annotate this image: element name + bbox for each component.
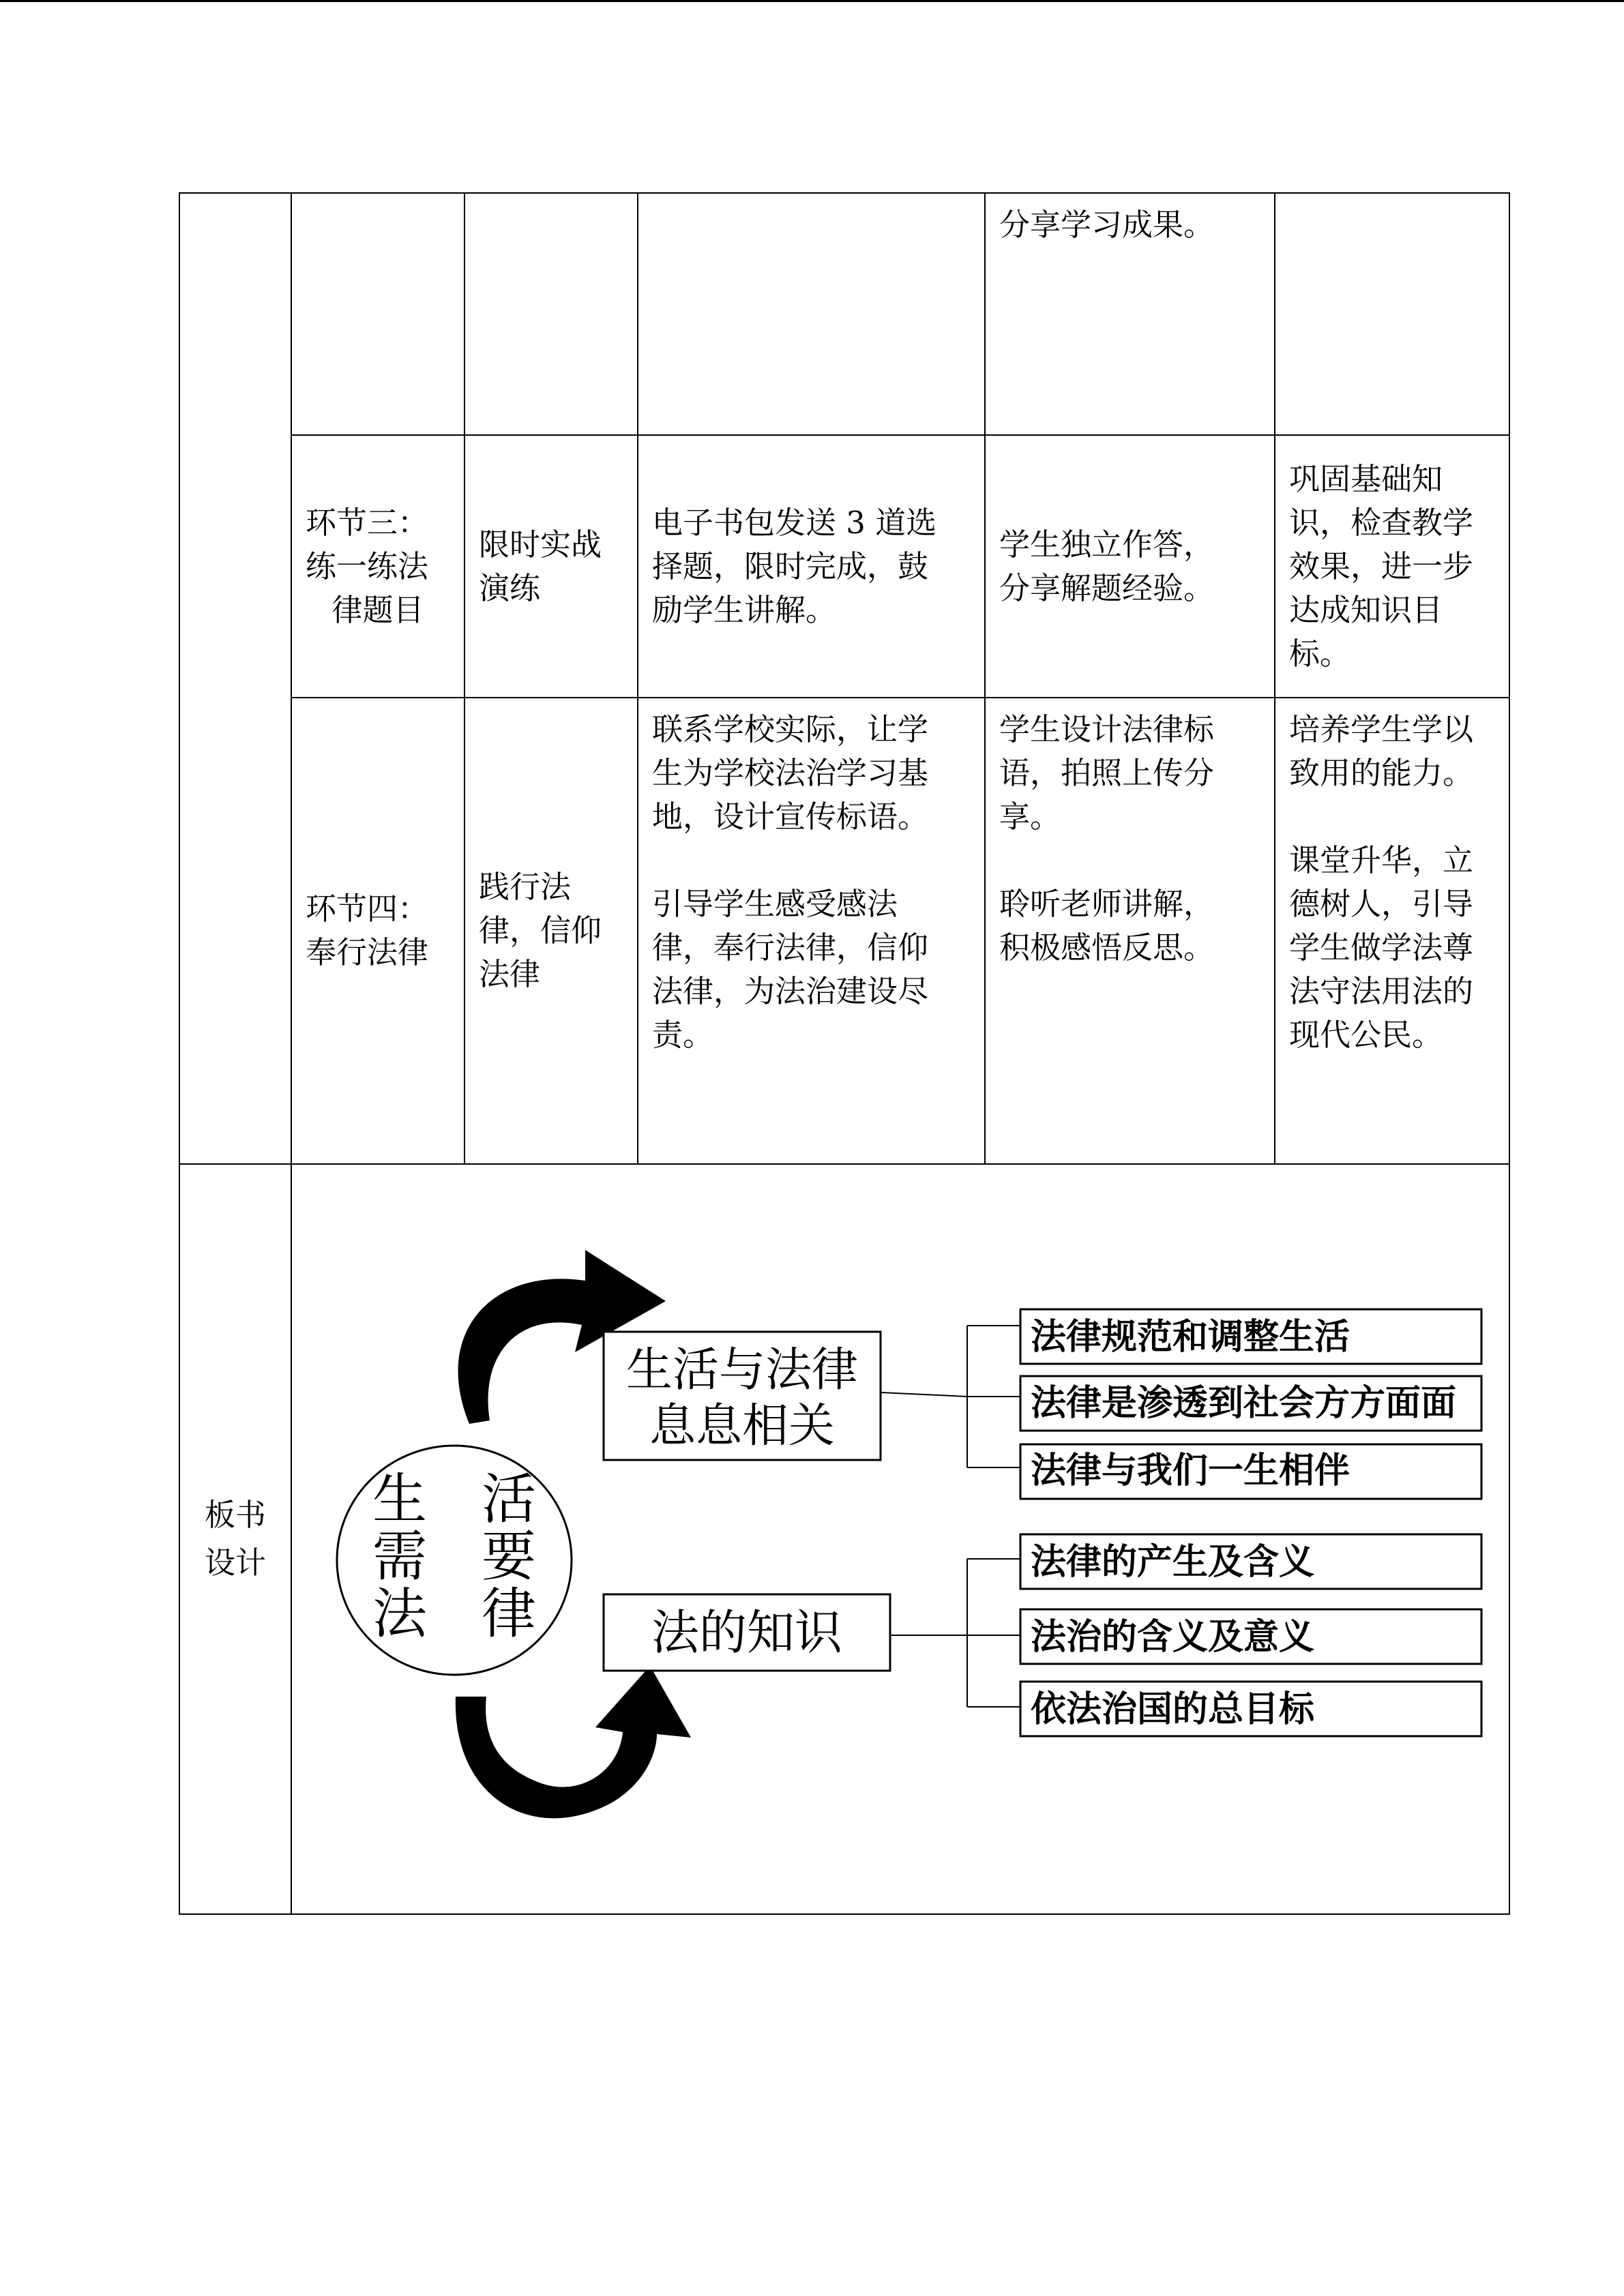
branch-1-item-3: 法律与我们一生相伴 bbox=[1031, 1450, 1350, 1491]
branch-2-item-1: 法律的产生及含义 bbox=[1031, 1542, 1315, 1583]
stage-cell bbox=[291, 698, 464, 1164]
student-cell-continued bbox=[985, 193, 1275, 435]
stage-3-text bbox=[292, 501, 464, 632]
board-diagram-svg bbox=[292, 1165, 1509, 1913]
student-4-p1-line-1: 学生设计法律标 bbox=[999, 711, 1215, 747]
student-4-p2-line-2: 积极感悟反思。 bbox=[999, 929, 1215, 966]
activity-3-text bbox=[465, 523, 637, 610]
teacher-4-p1-line-2: 生为学校法治学习基 bbox=[652, 755, 929, 791]
student-3-line-2: 分享解题经验。 bbox=[999, 569, 1215, 606]
intent-cell bbox=[1275, 698, 1509, 1164]
teacher-4-text bbox=[638, 708, 984, 1057]
branch-1-title-line-1: 生活与法律 bbox=[625, 1343, 859, 1397]
center-line-2: 需 要 bbox=[372, 1525, 536, 1588]
student-4-p1-line-3: 享。 bbox=[999, 799, 1061, 835]
activity-4-line-1: 践行法 bbox=[479, 869, 572, 905]
student-cell bbox=[985, 435, 1275, 698]
student-3-line-1: 学生独立作答， bbox=[999, 526, 1215, 563]
stage-4-line-2: 奉行法律 bbox=[306, 934, 429, 970]
page-top-rule bbox=[0, 0, 1624, 2]
intent-4-p2-line-1: 课堂升华，立 bbox=[1289, 842, 1474, 878]
board-label bbox=[180, 1491, 291, 1587]
intent-cell bbox=[1275, 435, 1509, 698]
intent-4-paragraph-2 bbox=[1289, 839, 1495, 1057]
branch-2-title: 法的知识 bbox=[651, 1605, 842, 1660]
board-design-cell bbox=[291, 1164, 1509, 1914]
teacher-4-p1-line-3: 地，设计宣传标语。 bbox=[652, 799, 929, 835]
lesson-plan-table bbox=[179, 192, 1510, 1915]
teacher-cell bbox=[638, 435, 985, 698]
teacher-4-paragraph-2 bbox=[652, 882, 971, 1057]
intent-cell-empty bbox=[1275, 193, 1509, 435]
activity-cell-empty bbox=[464, 193, 638, 435]
branch-1-title-line-2: 息息相关 bbox=[649, 1399, 836, 1453]
teacher-cell bbox=[638, 698, 985, 1164]
stage-4-text bbox=[292, 887, 464, 974]
bottom-curved-arrow-icon bbox=[456, 1666, 691, 1818]
teacher-4-p2-line-3: 法律，为法治建设尽 bbox=[652, 973, 929, 1009]
intent-4-paragraph-1 bbox=[1289, 708, 1495, 795]
board-label-cell bbox=[179, 1164, 291, 1914]
intent-3-line-3: 效果，进一步 bbox=[1289, 548, 1474, 584]
intent-4-text bbox=[1275, 708, 1509, 1057]
board-label-line-2: 设计 bbox=[204, 1545, 266, 1581]
intent-3-text bbox=[1275, 458, 1509, 676]
student-4-paragraph-2 bbox=[999, 882, 1260, 970]
activity-4-line-2: 律，信仰 bbox=[479, 912, 602, 949]
teacher-3-text bbox=[638, 501, 984, 632]
student-cell bbox=[985, 698, 1275, 1164]
stage-cell-empty bbox=[291, 193, 464, 435]
intent-4-p2-line-2: 德树人，引导 bbox=[1289, 886, 1474, 922]
table-row-board-design bbox=[179, 1164, 1509, 1914]
branch-2-item-2: 法治的含义及意义 bbox=[1031, 1617, 1315, 1658]
intent-3-line-2: 识，检查教学 bbox=[1289, 504, 1474, 541]
intent-3-line-5: 标。 bbox=[1289, 635, 1351, 672]
teacher-4-paragraph-1 bbox=[652, 708, 971, 839]
intent-3-line-4: 达成知识目 bbox=[1289, 591, 1443, 628]
stage-3-line-2: 练一练法 bbox=[306, 548, 429, 584]
first-column-cell bbox=[179, 193, 291, 1164]
table-row-stage-3 bbox=[179, 435, 1509, 698]
table-row-stage-4 bbox=[179, 698, 1509, 1164]
branch-1-connector bbox=[881, 1392, 967, 1397]
board-label-line-1: 板书 bbox=[204, 1497, 266, 1533]
intent-3-line-1: 巩固基础知 bbox=[1289, 460, 1443, 497]
intent-4-p1-line-2: 致用的能力。 bbox=[1289, 755, 1474, 791]
intent-4-p2-line-4: 法守法用法的 bbox=[1289, 973, 1474, 1009]
table-row-continued bbox=[179, 193, 1509, 435]
stage-3-line-3: 律题目 bbox=[331, 591, 424, 628]
branch-2-item-3: 依法治国的总目标 bbox=[1031, 1689, 1315, 1730]
student-4-p1-line-2: 语，拍照上传分 bbox=[999, 755, 1215, 791]
center-line-1: 生 活 bbox=[372, 1467, 536, 1531]
intent-4-p2-line-5: 现代公民。 bbox=[1289, 1017, 1443, 1053]
student-3-text bbox=[986, 523, 1274, 610]
board-diagram bbox=[292, 1165, 1509, 1913]
branch-1-item-2: 法律是渗透到社会方方面面 bbox=[1031, 1383, 1457, 1424]
student-4-paragraph-1 bbox=[999, 708, 1260, 839]
intent-4-p2-line-3: 学生做学法尊 bbox=[1289, 929, 1474, 966]
teacher-3-line-3: 励学生讲解。 bbox=[652, 591, 837, 628]
activity-4-line-3: 法律 bbox=[479, 956, 541, 992]
stage-3-line-1: 环节三： bbox=[306, 504, 429, 541]
teacher-3-line-2: 择题，限时完成，鼓 bbox=[652, 548, 929, 584]
teacher-4-p2-line-1: 引导学生感受感法 bbox=[652, 886, 898, 922]
teacher-3-line-1: 电子书包发送 3 道选 bbox=[652, 504, 937, 541]
student-4-text bbox=[986, 708, 1274, 970]
student-4-p2-line-1: 聆听老师讲解， bbox=[999, 886, 1215, 922]
teacher-4-p1-line-1: 联系学校实际，让学 bbox=[652, 711, 929, 747]
activity-4-text bbox=[465, 865, 637, 996]
activity-3-line-2: 演练 bbox=[479, 569, 541, 606]
intent-4-p1-line-1: 培养学生学以 bbox=[1289, 711, 1474, 747]
activity-cell bbox=[464, 698, 638, 1164]
student-continued-text: 分享学习成果。 bbox=[999, 207, 1215, 243]
stage-4-line-1: 环节四： bbox=[306, 891, 429, 927]
branch-1-item-1: 法律规范和调整生活 bbox=[1031, 1317, 1350, 1358]
teacher-4-p2-line-4: 责。 bbox=[652, 1017, 714, 1053]
teacher-4-p2-line-2: 律，奉行法律，信仰 bbox=[652, 929, 929, 966]
activity-cell bbox=[464, 435, 638, 698]
activity-3-line-1: 限时实战 bbox=[479, 526, 602, 563]
stage-cell bbox=[291, 435, 464, 698]
center-line-3: 法 律 bbox=[372, 1582, 536, 1645]
teacher-cell-empty bbox=[638, 193, 985, 435]
